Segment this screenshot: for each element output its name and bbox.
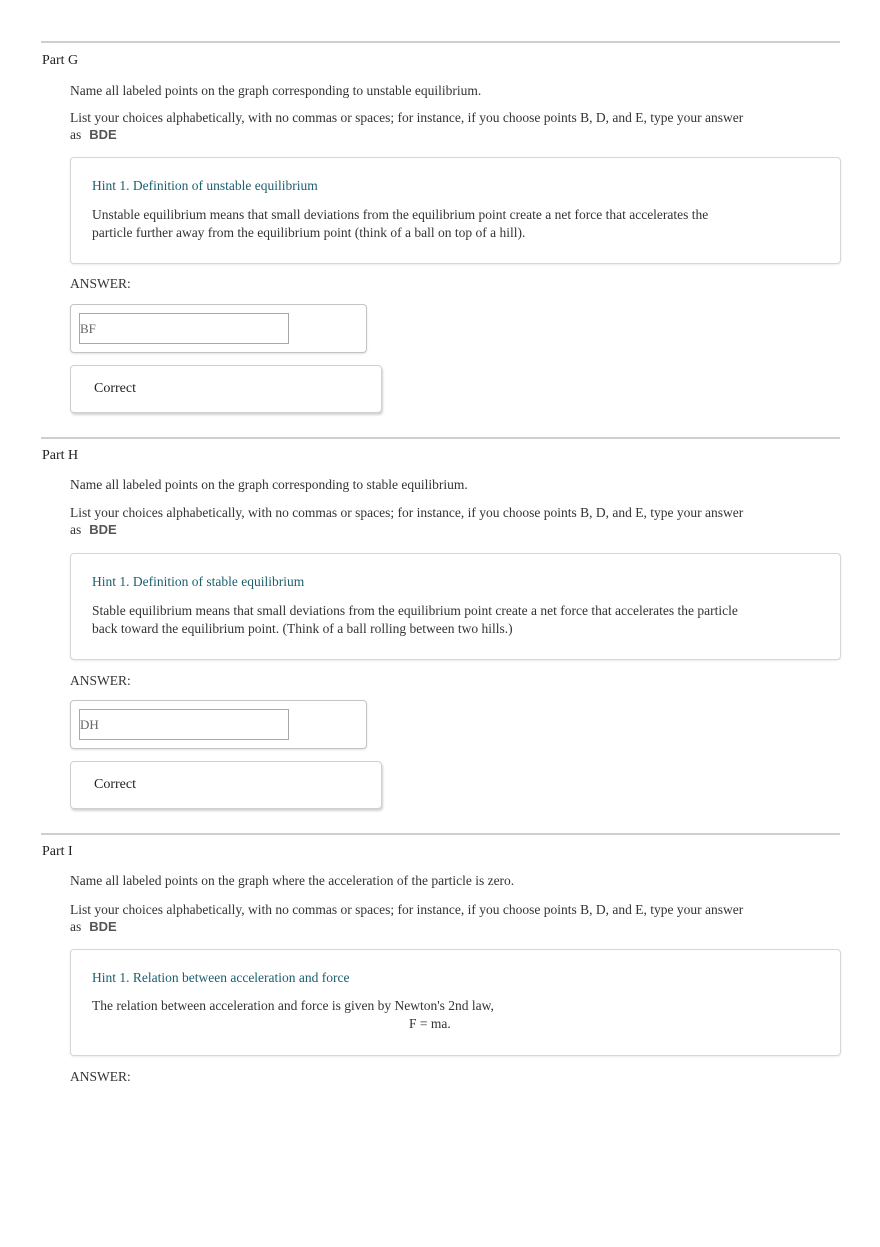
instruction-text: List your choices alphabetically, with no commas or spaces; for instance, if you choose points B, D, and E, type your answer as: [70, 505, 744, 537]
part-i-divider: [41, 833, 840, 835]
part-i-question: Name all labeled points on the graph where the acceleration of the particle is zero.: [70, 873, 515, 888]
part-i-answer-label: ANSWER:: [70, 1069, 131, 1084]
hint-equation: F = ma.: [409, 1016, 451, 1031]
part-h-divider: [41, 437, 840, 439]
part-g-question: Name all labeled points on the graph corresponding to unstable equilibrium.: [70, 83, 482, 98]
hint-body: The relation between acceleration and force is given by Newton's 2nd law,: [92, 998, 494, 1013]
part-h-hint: [70, 553, 841, 660]
example-code: BDE: [89, 919, 117, 934]
part-h-instruction: [70, 504, 750, 538]
part-i-title: Part I: [42, 844, 73, 859]
part-h-result: [70, 761, 382, 809]
part-h-question: Name all labeled points on the graph corresponding to stable equilibrium.: [70, 477, 468, 492]
result-text: Correct: [94, 381, 136, 396]
part-g-divider: [41, 41, 840, 43]
part-g-answer-label: ANSWER:: [70, 276, 131, 291]
hint-title[interactable]: Hint 1. Relation between acceleration and force: [92, 970, 350, 985]
part-i-hint: [70, 949, 841, 1056]
part-i-instruction: [70, 901, 750, 935]
part-g-answer-input[interactable]: BF: [79, 313, 289, 344]
hint-title[interactable]: Hint 1. Definition of unstable equilibrium: [92, 178, 318, 193]
instruction-text: List your choices alphabetically, with no commas or spaces; for instance, if you choose points B, D, and E, type your answer as: [70, 110, 744, 142]
hint-body: Unstable equilibrium means that small deviations from the equilibrium point create a net force that accelerates the particle further away from the equilibrium point (think of a ball on top of a hill).: [92, 207, 709, 240]
hint-title[interactable]: Hint 1. Definition of stable equilibrium: [92, 574, 305, 589]
part-g-hint: [70, 157, 841, 264]
part-g-title: Part G: [42, 53, 79, 68]
hint-body: Stable equilibrium means that small deviations from the equilibrium point create a net force that accelerates the particle back toward the equilibrium point. (Think of a ball rolling between two hills.): [92, 603, 738, 636]
part-g-answer-box: [70, 304, 367, 353]
part-h-title: Part H: [42, 448, 79, 463]
example-code: BDE: [89, 522, 117, 537]
instruction-text: List your choices alphabetically, with no commas or spaces; for instance, if you choose points B, D, and E, type your answer as: [70, 902, 744, 934]
part-h-answer-box: [70, 700, 367, 749]
result-text: Correct: [94, 777, 136, 792]
part-g-instruction: [70, 109, 750, 143]
part-h-answer-label: ANSWER:: [70, 673, 131, 688]
part-g-result: [70, 365, 382, 413]
example-code: BDE: [89, 127, 117, 142]
part-h-answer-input[interactable]: DH: [79, 709, 289, 740]
